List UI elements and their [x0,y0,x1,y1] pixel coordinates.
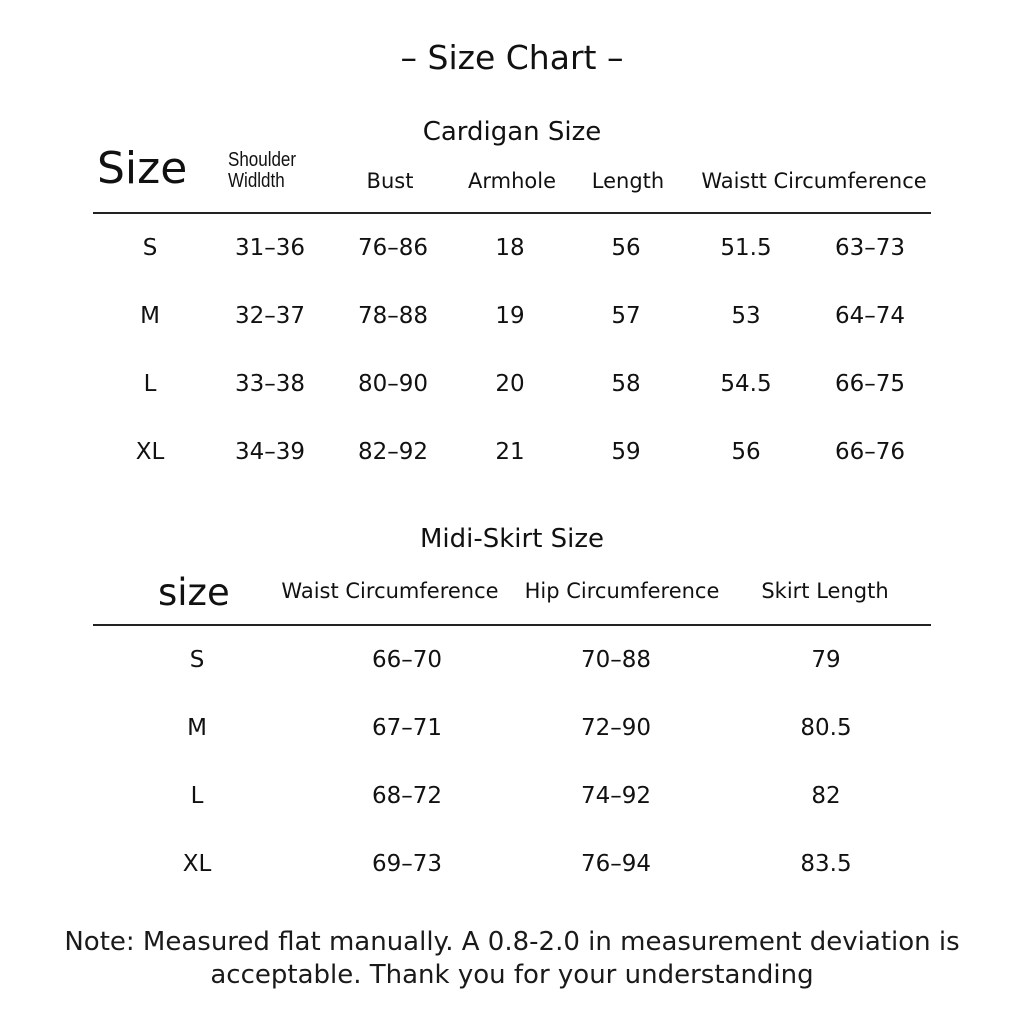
cardigan-cell-size: M [140,303,160,329]
cardigan-header-size: Size [97,143,188,194]
cardigan-cell-bust: 82–92 [357,439,429,465]
cardigan-header-bust: Bust [366,169,414,193]
skirt-cell-hip-circumference: 76–94 [580,851,652,877]
skirt-cell-waist-circumference: 67–71 [371,715,443,741]
cardigan-cell-shoulder-width: 33–38 [234,371,306,397]
skirt-cell-size: XL [182,851,212,877]
cardigan-header-length: Length [591,169,665,193]
cardigan-cell-armhole: 19 [495,303,525,329]
cardigan-header-shoulder-width: Shoulder Widldth [228,149,297,192]
cardigan-cell-extra: 66–75 [834,371,906,397]
cardigan-cell-length: 59 [611,439,641,465]
skirt-header-skirt-length: Skirt Length [761,579,889,603]
measurement-note-line-2: acceptable. Thank you for your understanding [210,960,814,990]
cardigan-cell-armhole: 21 [495,439,525,465]
cardigan-cell-waist-circumference: 53 [731,303,761,329]
cardigan-cell-bust: 76–86 [357,235,429,261]
cardigan-cell-size: XL [135,439,165,465]
cardigan-cell-length: 57 [611,303,641,329]
skirt-header-hip-circumference: Hip Circumference [524,579,720,603]
cardigan-cell-size: L [143,371,157,397]
cardigan-cell-bust: 78–88 [357,303,429,329]
cardigan-cell-extra: 66–76 [834,439,906,465]
cardigan-cell-waist-circumference: 56 [731,439,761,465]
cardigan-cell-waist-circumference: 54.5 [720,371,772,397]
skirt-cell-waist-circumference: 66–70 [371,647,443,673]
cardigan-cell-shoulder-width: 32–37 [234,303,306,329]
cardigan-cell-armhole: 18 [495,235,525,261]
measurement-note-line-1: Note: Measured flat manually. A 0.8-2.0 in measurement deviation is [64,927,960,957]
skirt-cell-size: L [190,783,204,809]
measurement-note [0,926,1024,992]
skirt-cell-skirt-length: 83.5 [800,851,852,877]
cardigan-header-armhole: Armhole [468,169,556,193]
skirt-cell-size: S [189,647,205,673]
skirt-header-divider [93,624,931,626]
cardigan-cell-extra: 63–73 [834,235,906,261]
cardigan-cell-armhole: 20 [495,371,525,397]
cardigan-cell-bust: 80–90 [357,371,429,397]
skirt-cell-waist-circumference: 69–73 [371,851,443,877]
skirt-table-title: Midi-Skirt Size [419,524,605,554]
skirt-cell-size: M [187,715,207,741]
cardigan-cell-length: 56 [611,235,641,261]
cardigan-cell-size: S [142,235,158,261]
cardigan-cell-shoulder-width: 34–39 [234,439,306,465]
cardigan-header-divider [93,212,931,214]
cardigan-cell-length: 58 [611,371,641,397]
skirt-cell-skirt-length: 79 [811,647,841,673]
page-title: – Size Chart – [400,38,624,77]
skirt-header-waist-circumference: Waist Circumference [281,579,499,603]
skirt-cell-skirt-length: 80.5 [800,715,852,741]
skirt-header-size: size [158,571,230,614]
cardigan-table-title: Cardigan Size [422,117,602,147]
cardigan-cell-extra: 64–74 [834,303,906,329]
cardigan-cell-shoulder-width: 31–36 [234,235,306,261]
skirt-cell-skirt-length: 82 [811,783,841,809]
cardigan-cell-waist-circumference: 51.5 [720,235,772,261]
skirt-cell-waist-circumference: 68–72 [371,783,443,809]
cardigan-header-waist-circumference: Waistt Circumference [701,169,927,193]
skirt-cell-hip-circumference: 70–88 [580,647,652,673]
skirt-cell-hip-circumference: 74–92 [580,783,652,809]
skirt-cell-hip-circumference: 72–90 [580,715,652,741]
